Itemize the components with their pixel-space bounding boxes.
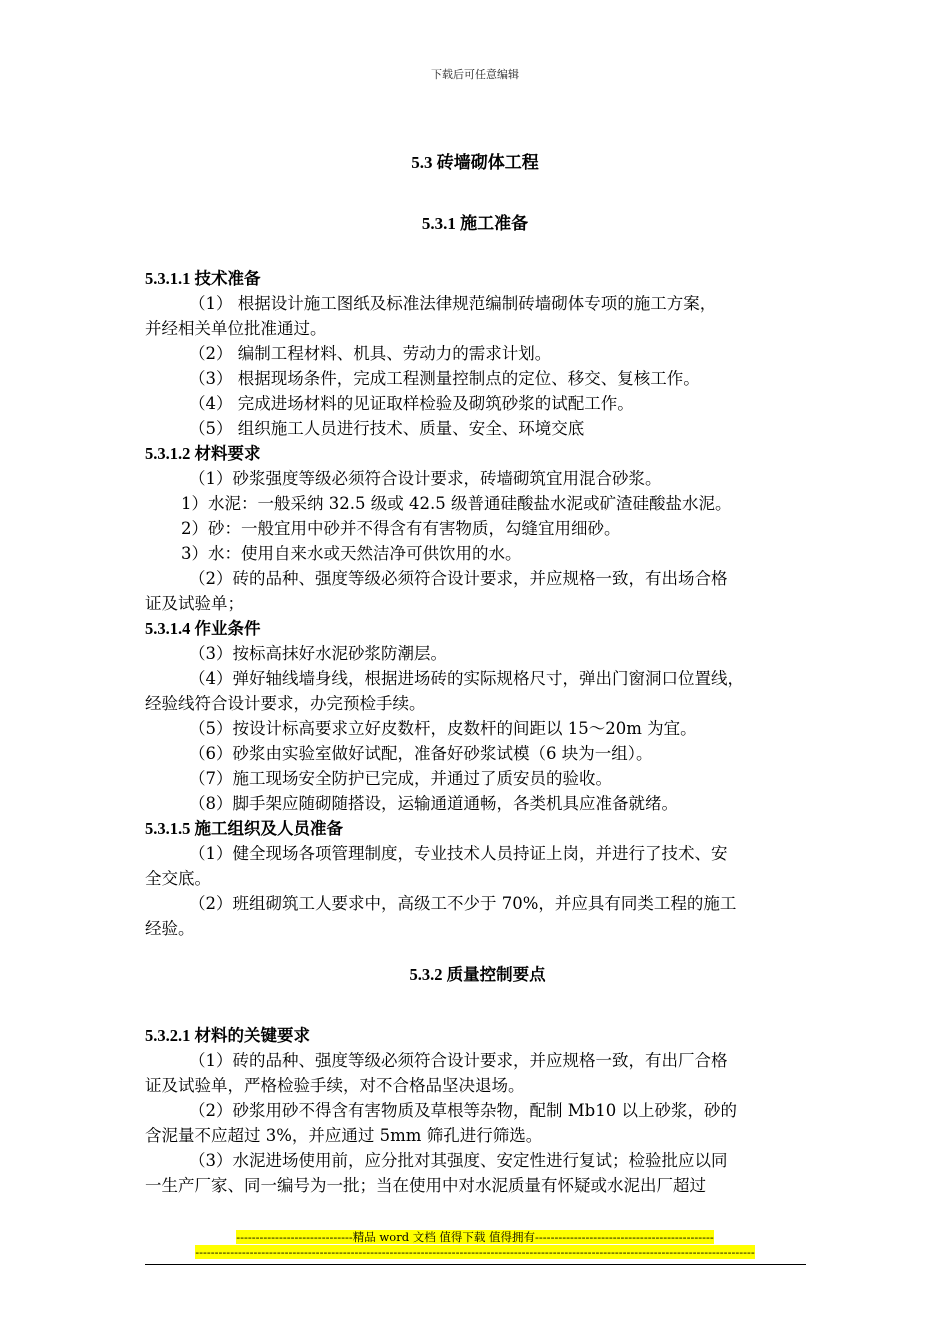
paragraph: （7）施工现场安全防护已完成，并通过了质安员的验收。 bbox=[189, 769, 612, 788]
footer-banner bbox=[0, 1229, 950, 1245]
section-heading-5-3-1: 5.3.1 施工准备 bbox=[421, 214, 529, 233]
paragraph: （8）脚手架应随砌随搭设，运输通道通畅，各类机具应准备就绪。 bbox=[189, 794, 678, 813]
paragraph: （5）按设计标高要求立好皮数杆，皮数杆的间距以 15～20m 为宜。 bbox=[189, 719, 697, 738]
footer-rule bbox=[145, 1264, 806, 1265]
paragraph: 3）水：使用自来水或天然洁净可供饮用的水。 bbox=[181, 544, 522, 563]
paragraph: （2）班组砌筑工人要求中，高级工不少于 70%，并应具有同类工程的施工 bbox=[189, 894, 737, 913]
paragraph: （2） 编制工程材料、机具、劳动力的需求计划。 bbox=[189, 344, 552, 363]
document-title: 5.3 砖墙砌体工程 bbox=[411, 153, 539, 172]
document-body bbox=[145, 266, 810, 1198]
subsection-heading-5-3-1-1: 5.3.1.1 技术准备 bbox=[145, 269, 261, 288]
paragraph: （1）健全现场各项管理制度，专业技术人员持证上岗，并进行了技术、安 bbox=[189, 844, 728, 863]
paragraph: 经验线符合设计要求，办完预检手续。 bbox=[145, 694, 426, 713]
paragraph: （1）砖的品种、强度等级必须符合设计要求，并应规格一致，有出厂合格 bbox=[189, 1051, 728, 1070]
paragraph: 含泥量不应超过 3%，并应通过 5mm 筛孔进行筛选。 bbox=[145, 1126, 543, 1145]
header-note: 下载后可任意编辑 bbox=[431, 68, 519, 81]
subsection-heading-5-3-1-2: 5.3.1.2 材料要求 bbox=[145, 444, 261, 463]
footer-dash-line bbox=[0, 1245, 950, 1259]
paragraph: （2）砖的品种、强度等级必须符合设计要求，并应规格一致，有出场合格 bbox=[189, 569, 728, 588]
paragraph: （4）弹好轴线墙身线，根据进场砖的实际规格尺寸，弹出门窗洞口位置线， bbox=[189, 669, 744, 688]
paragraph: （3） 根据现场条件，完成工程测量控制点的定位、移交、复核工作。 bbox=[189, 369, 700, 388]
paragraph: 证及试验单； bbox=[145, 594, 244, 613]
paragraph: （2）砂浆用砂不得含有害物质及草根等杂物，配制 Mb10 以上砂浆，砂的 bbox=[189, 1101, 737, 1120]
paragraph: （5） 组织施工人员进行技术、质量、安全、环境交底 bbox=[189, 419, 585, 438]
paragraph: 证及试验单，严格检验手续，对不合格品坚决退场。 bbox=[145, 1076, 525, 1095]
paragraph: （1）砂浆强度等级必须符合设计要求，砖墙砌筑宜用混合砂浆。 bbox=[189, 469, 662, 488]
subsection-heading-5-3-1-5: 5.3.1.5 施工组织及人员准备 bbox=[145, 819, 343, 838]
paragraph: 经验。 bbox=[145, 919, 195, 938]
paragraph: （3）按标高抹好水泥砂浆防潮层。 bbox=[189, 644, 447, 663]
subsection-heading-5-3-2-1: 5.3.2.1 材料的关键要求 bbox=[145, 1026, 310, 1045]
paragraph: 2）砂：一般宜用中砂并不得含有有害物质，勾缝宜用细砂。 bbox=[181, 519, 621, 538]
paragraph: （1） 根据设计施工图纸及标准法律规范编制砖墙砌体专项的施工方案， bbox=[189, 294, 717, 313]
paragraph: （6）砂浆由实验室做好试配，准备好砂浆试模（6 块为一组）。 bbox=[189, 744, 653, 763]
section-heading-5-3-2: 5.3.2 质量控制要点 bbox=[409, 965, 546, 984]
subsection-heading-5-3-1-4: 5.3.1.4 作业条件 bbox=[145, 619, 261, 638]
paragraph: （4） 完成进场材料的见证取样检验及砌筑砂浆的试配工作。 bbox=[189, 394, 634, 413]
paragraph: 全交底。 bbox=[145, 869, 211, 888]
paragraph: 并经相关单位批准通过。 bbox=[145, 319, 327, 338]
footer-banner-text: ------------------------------精品 word 文档 值得下载 值得拥有---------------------------------------------- bbox=[236, 1230, 714, 1244]
footer-dash-text: ------------------------------------------------------------------------------------------------------------------------------------------------ bbox=[195, 1245, 755, 1259]
paragraph: （3）水泥进场使用前，应分批对其强度、安定性进行复试；检验批应以同 bbox=[189, 1151, 728, 1170]
paragraph: 一生产厂家、同一编号为一批；当在使用中对水泥质量有怀疑或水泥出厂超过 bbox=[145, 1176, 706, 1195]
paragraph: 1）水泥：一般采纳 32.5 级或 42.5 级普通硅酸盐水泥或矿渣硅酸盐水泥。 bbox=[181, 494, 732, 513]
